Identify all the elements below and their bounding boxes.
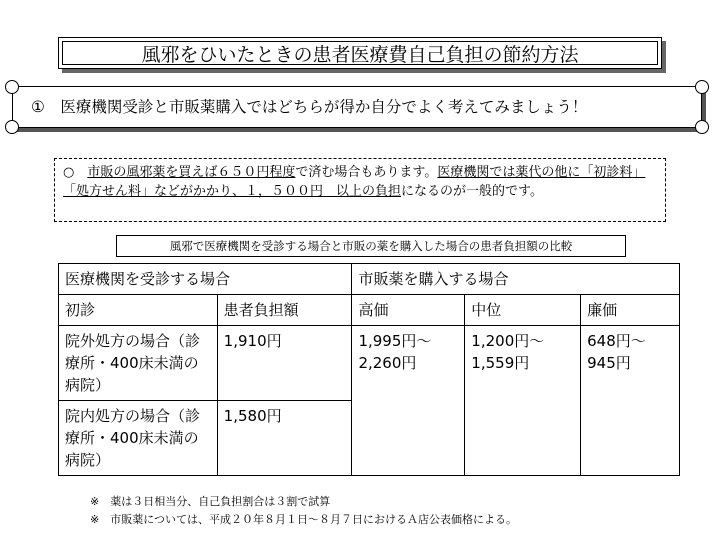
header-otc: 市販薬を購入する場合 — [352, 264, 680, 295]
otc-low-line-1: 648円～ — [587, 332, 646, 350]
otc-mid-cell — [465, 326, 581, 476]
scroll-curl-bottom-right — [695, 120, 709, 134]
row-amount: 1,580円 — [217, 401, 352, 476]
row-amount: 1,910円 — [217, 326, 352, 401]
table-group-header-row — [59, 264, 680, 295]
table-caption: 風邪で医療機関を受診する場合と市販の薬を購入した場合の患者負担額の比較 — [116, 235, 626, 257]
col-low: 廉価 — [581, 295, 680, 326]
otc-mid-line-2: 1,559円 — [471, 354, 530, 372]
note-underline-1: 市販の風邪薬を買えば６５０円程度 — [87, 165, 296, 180]
col-patient-cost: 患者負担額 — [217, 295, 352, 326]
title-box — [58, 37, 662, 69]
scroll-curl-top-left — [5, 80, 19, 94]
col-high: 高価 — [352, 295, 465, 326]
otc-high-cell — [352, 326, 465, 476]
col-first-visit: 初診 — [59, 295, 218, 326]
table-column-header-row — [59, 295, 680, 326]
note-text-1: で済む場合もあります。 — [295, 165, 438, 180]
note-underline-2: 医療機関では薬代の他に「初診料」「処方せん料」などがかかり、１，５００円 以上の負担 — [63, 165, 646, 199]
row-label: 院外処方の場合（診療所・400床未満の病院） — [59, 326, 218, 401]
table-row — [59, 326, 680, 401]
scroll-curl-top-right — [695, 80, 709, 94]
page-title: 風邪をひいたときの患者医療費自己負担の節約方法 — [62, 41, 658, 65]
note-box — [54, 158, 666, 222]
otc-high-line-2: 2,260円 — [358, 354, 417, 372]
otc-mid-line-1: 1,200円～ — [471, 332, 545, 350]
banner-scroll — [12, 86, 702, 128]
banner-text: ① 医療機関受診と市販薬購入ではどちらが得か自分でよく考えてみましょう！ — [31, 98, 588, 116]
note-text-2: になるのが一般的です。 — [401, 184, 543, 199]
footnote-2: ※ 市販薬については、平成２０年８月１日～８月７日におけるＡ店公表価格による。 — [90, 513, 517, 526]
otc-low-line-2: 945円 — [587, 354, 631, 372]
comparison-table — [58, 263, 680, 476]
row-label: 院内処方の場合（診療所・400床未満の病院） — [59, 401, 218, 476]
col-mid: 中位 — [465, 295, 581, 326]
header-medical: 医療機関を受診する場合 — [59, 264, 352, 295]
footnote-1: ※ 薬は３日相当分、自己負担割合は３割で試算 — [90, 495, 331, 508]
otc-low-cell — [581, 326, 680, 476]
otc-high-line-1: 1,995円～ — [358, 332, 432, 350]
note-bullet: ○ — [63, 165, 88, 180]
scroll-curl-bottom-left — [5, 120, 19, 134]
